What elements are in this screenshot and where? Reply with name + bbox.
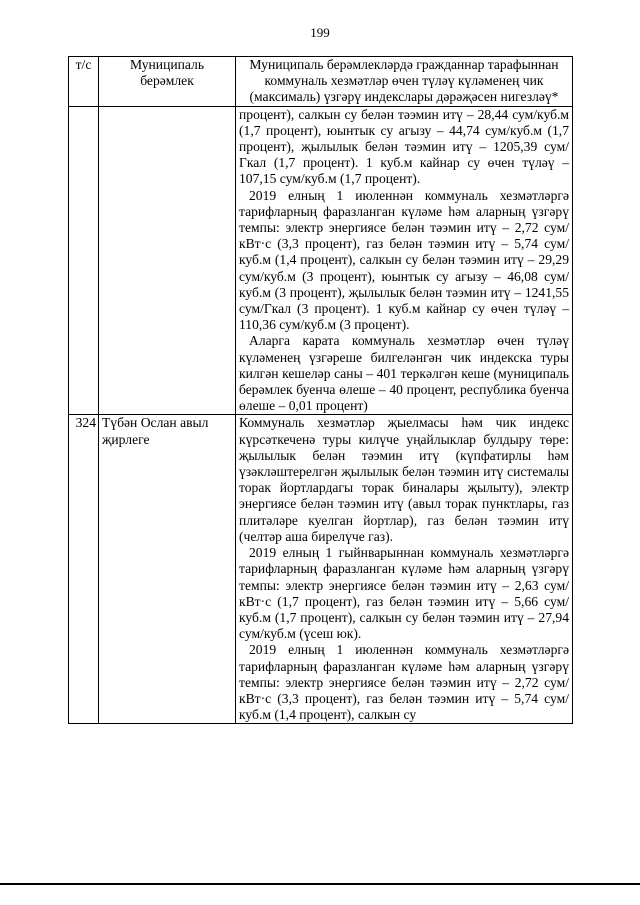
paragraph: Коммуналь хезмәтләр җыелмасы һәм чик индекс күрсәткеченә туры килүче уңайлыклар булдыру төре: җылылык белән тәэмин итү (күпфатирлы һәм үзәкләштерелгән җылылык белән тәэмин итү системалы торак йортлардагы торак биналары җылыту), электр энергиясе белән тәэмин итү (авыл торак пунктлары, газ плитәләре куелган йортлар), газ белән тәэмин итү (челтәр аша бирелүче газ). (239, 415, 569, 544)
tariff-table (68, 56, 573, 724)
header-number: т/с (69, 57, 99, 107)
table-row (69, 415, 573, 724)
row-justification (236, 106, 573, 415)
table-row (69, 106, 573, 415)
row-municipality (99, 106, 236, 415)
header-justification: Муниципаль берәмлекләрдә гражданнар тарафыннан коммуналь хезмәтләр өчен түләү күләменең чик (максималь) үзгәрү индекслары дәрәҗәсен нигезләү* (236, 57, 573, 107)
row-number (69, 106, 99, 415)
paragraph: 2019 елның 1 июленнән коммуналь хезмәтләргә тарифларның фаразланган күләме һәм аларның үзгәрү темпы: электр энергиясе белән тәэмин итү – 2,72 сум/кВт·с (3,3 процент), газ белән тәэмин итү – 5,74 сум/куб.м (1,4 процент), салкын су белән тәэмин итү – 29,29 сум/куб.м (3 процент), юынтык су агызу – 46,08 сум/куб.м (3 процент), җылылык белән тәэмин итү – 1241,55 сум/Гкал (3 процент). 1 куб.м кайнар су өчен түләү – 110,36 сум/куб.м (3 процент). (239, 187, 569, 333)
row-municipality: Түбән Ослан авыл җирлеге (99, 415, 236, 724)
paragraph: 2019 елның 1 июленнән коммуналь хезмәтләргә тарифларның фаразланган күләме һәм аларның үзгәрү темпы: электр энергиясе белән тәэмин итү – 2,72 сум/кВт·с (3,3 процент), газ белән тәэмин итү – 5,74 сум/куб.м (1,4 процент), салкын су (239, 642, 569, 723)
table-header-row (69, 57, 573, 107)
paragraph: Аларга карата коммуналь хезмәтләр өчен түләү күләменең үзгәреше билгеләнгән чик индекска туры килгән кешеләр саны – 401 теркәлгән кеше (муниципаль берәмлек буенча өлеше – 40 процент, республика буенча өлеше – 0,01 процент) (239, 333, 569, 414)
page-number: 199 (310, 25, 330, 40)
paragraph: 2019 елның 1 гыйнварыннан коммуналь хезмәтләргә тарифларның фаразланган күләме һәм аларның үзгәрү темпы: электр энергиясе белән тәэмин итү – 2,63 сум/кВт·с (1,7 процент), газ белән тәэмин итү – 5,66 сум/куб.м (1,7 процент), салкын су белән тәэмин итү – 27,94 сум/куб.м (үсеш юк). (239, 545, 569, 642)
row-justification (236, 415, 573, 724)
paragraph: процент), салкын су белән тәэмин итү – 28,44 сум/куб.м (1,7 процент), юынтык су агызу – 44,74 сум/куб.м (1,7 процент), җылылык белән тәэмин итү – 1205,39 сум/Гкал (1,7 процент). 1 куб.м кайнар су өчен түләү – 107,15 сум/куб.м (1,7 процент). (239, 106, 569, 187)
header-municipality: Муниципаль берәмлек (99, 57, 236, 107)
row-number: 324 (69, 415, 99, 724)
bottom-border-line (0, 883, 640, 885)
